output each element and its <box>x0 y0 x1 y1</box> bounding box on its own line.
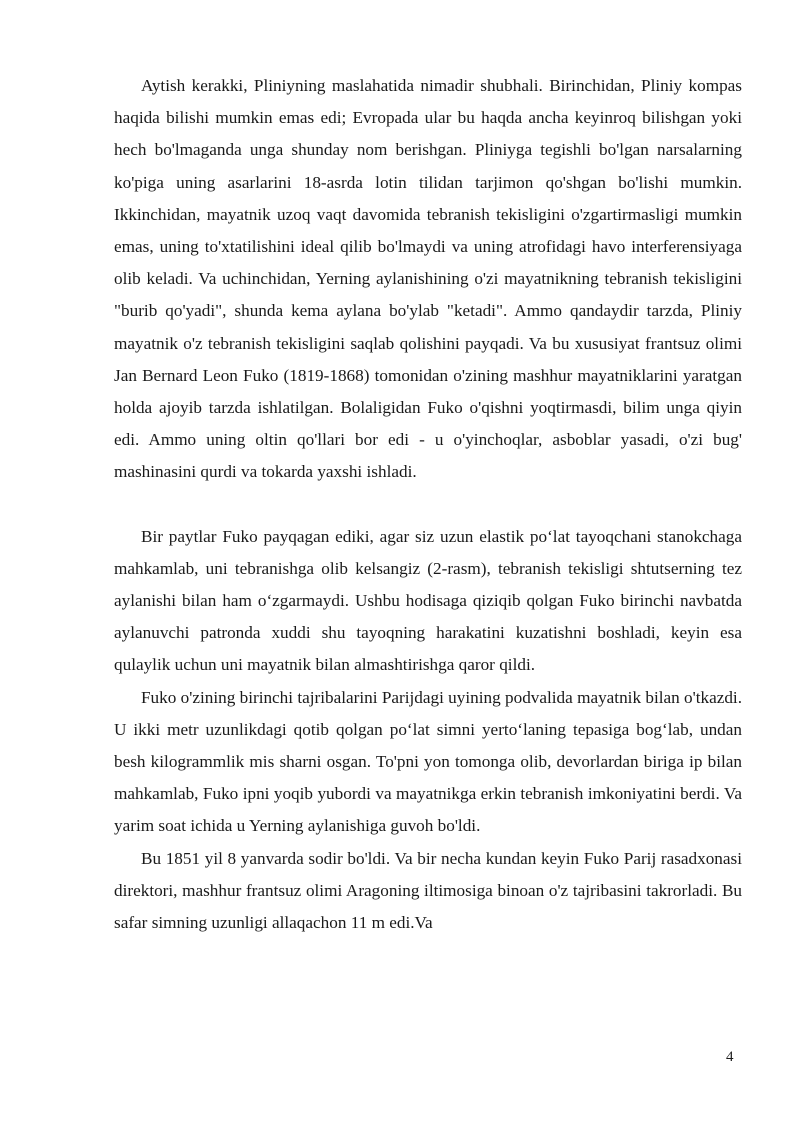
paragraph-spacer <box>114 489 742 521</box>
paragraph-foucault-rod: Bir paytlar Fuko payqagan ediki, agar siz uzun elastik poʻlat tayoqchani stanokchaga mahkamlab, uni tebranishga olib kelsangiz (2-rasm), tebranish tekisligi shtutserning tez aylanishi bilan ham oʻzgarmaydi. Ushbu hodisaga qiziqib qolgan Fuko birinchi navbatda aylanuvchi patronda xuddi shu tayoqning harakatini kuzatishni boshladi, keyin esa qulaylik uchun uni mayatnik bilan almashtirishga qaror qildi. <box>114 526 742 675</box>
paragraph-pliny-pendulum: Aytish kerakki, Pliniyning maslahatida nimadir shubhali. Birinchidan, Pliniy kompas haqida bilishi mumkin emas edi; Evropada ular bu haqda ancha keyinroq bilishgan yoki hech bo'lmaganda unga shunday nom berishgan. Pliniyga tegishli bo'lgan narsalarning ko'piga uning asarlarini 18-asrda lotin tilidan tarjimon qo'shgan bo'lishi mumkin. Ikkinchidan, mayatnik uzoq vaqt davomida tebranish tekisligini o'zgartirmasligi mumkin emas, uning to'xtatilishini ideal qilib bo'lmaydi va uning atrofidagi havo interferensiyaga olib keladi. Va uchinchidan, Yerning aylanishining o'zi mayatnikning tebranish tekisligini "burib qo'yadi", shunda kema aylana bo'ylab "ketadi". Ammo qandaydir tarzda, Pliniy mayatnik o'z tebranish tekisligini saqlab qolishini payqadi. Va bu xususiyat frantsuz olimi Jan Bernard Leon Fuko (1819-1868) tomonidan o'zining mashhur mayatniklarini yaratgan holda ajoyib tarzda ishlatilgan. Bolaligidan Fuko o'qishni yoqtirmasdi, bilim unga qiyin edi. Ammo uning oltin qo'llari bor edi - u o'yinchoqlar, asboblar yasadi, o'zi bug' mashinasini qurdi va tokarda yaxshi ishladi. <box>114 76 742 482</box>
page-number: 4 <box>726 1049 734 1065</box>
document-page <box>114 70 742 939</box>
paragraph-foucault-basement: Fuko o'zining birinchi tajribalarini Parijdagi uyining podvalida mayatnik bilan o'tkazdi. U ikki metr uzunlikdagi qotib qolgan poʻlat simni yertoʻlaning tepasiga bogʻlab, undan besh kilogrammlik mis sharni osgan. To'pni yon tomonga olib, devorlardan biriga ip bilan mahkamlab, Fuko ipni yoqib yubordi va mayatnikga erkin tebranish imkoniyatini berdi. Va yarim soat ichida u Yerning aylanishiga guvoh bo'ldi. <box>114 687 742 836</box>
paragraph-paris-observatory: Bu 1851 yil 8 yanvarda sodir bo'ldi. Va bir necha kundan keyin Fuko Parij rasadxonasi direktori, mashhur frantsuz olimi Aragoning iltimosiga binoan o'z tajribasini takrorladi. Bu safar simning uzunligi allaqachon 11 m edi.Va <box>114 848 742 933</box>
